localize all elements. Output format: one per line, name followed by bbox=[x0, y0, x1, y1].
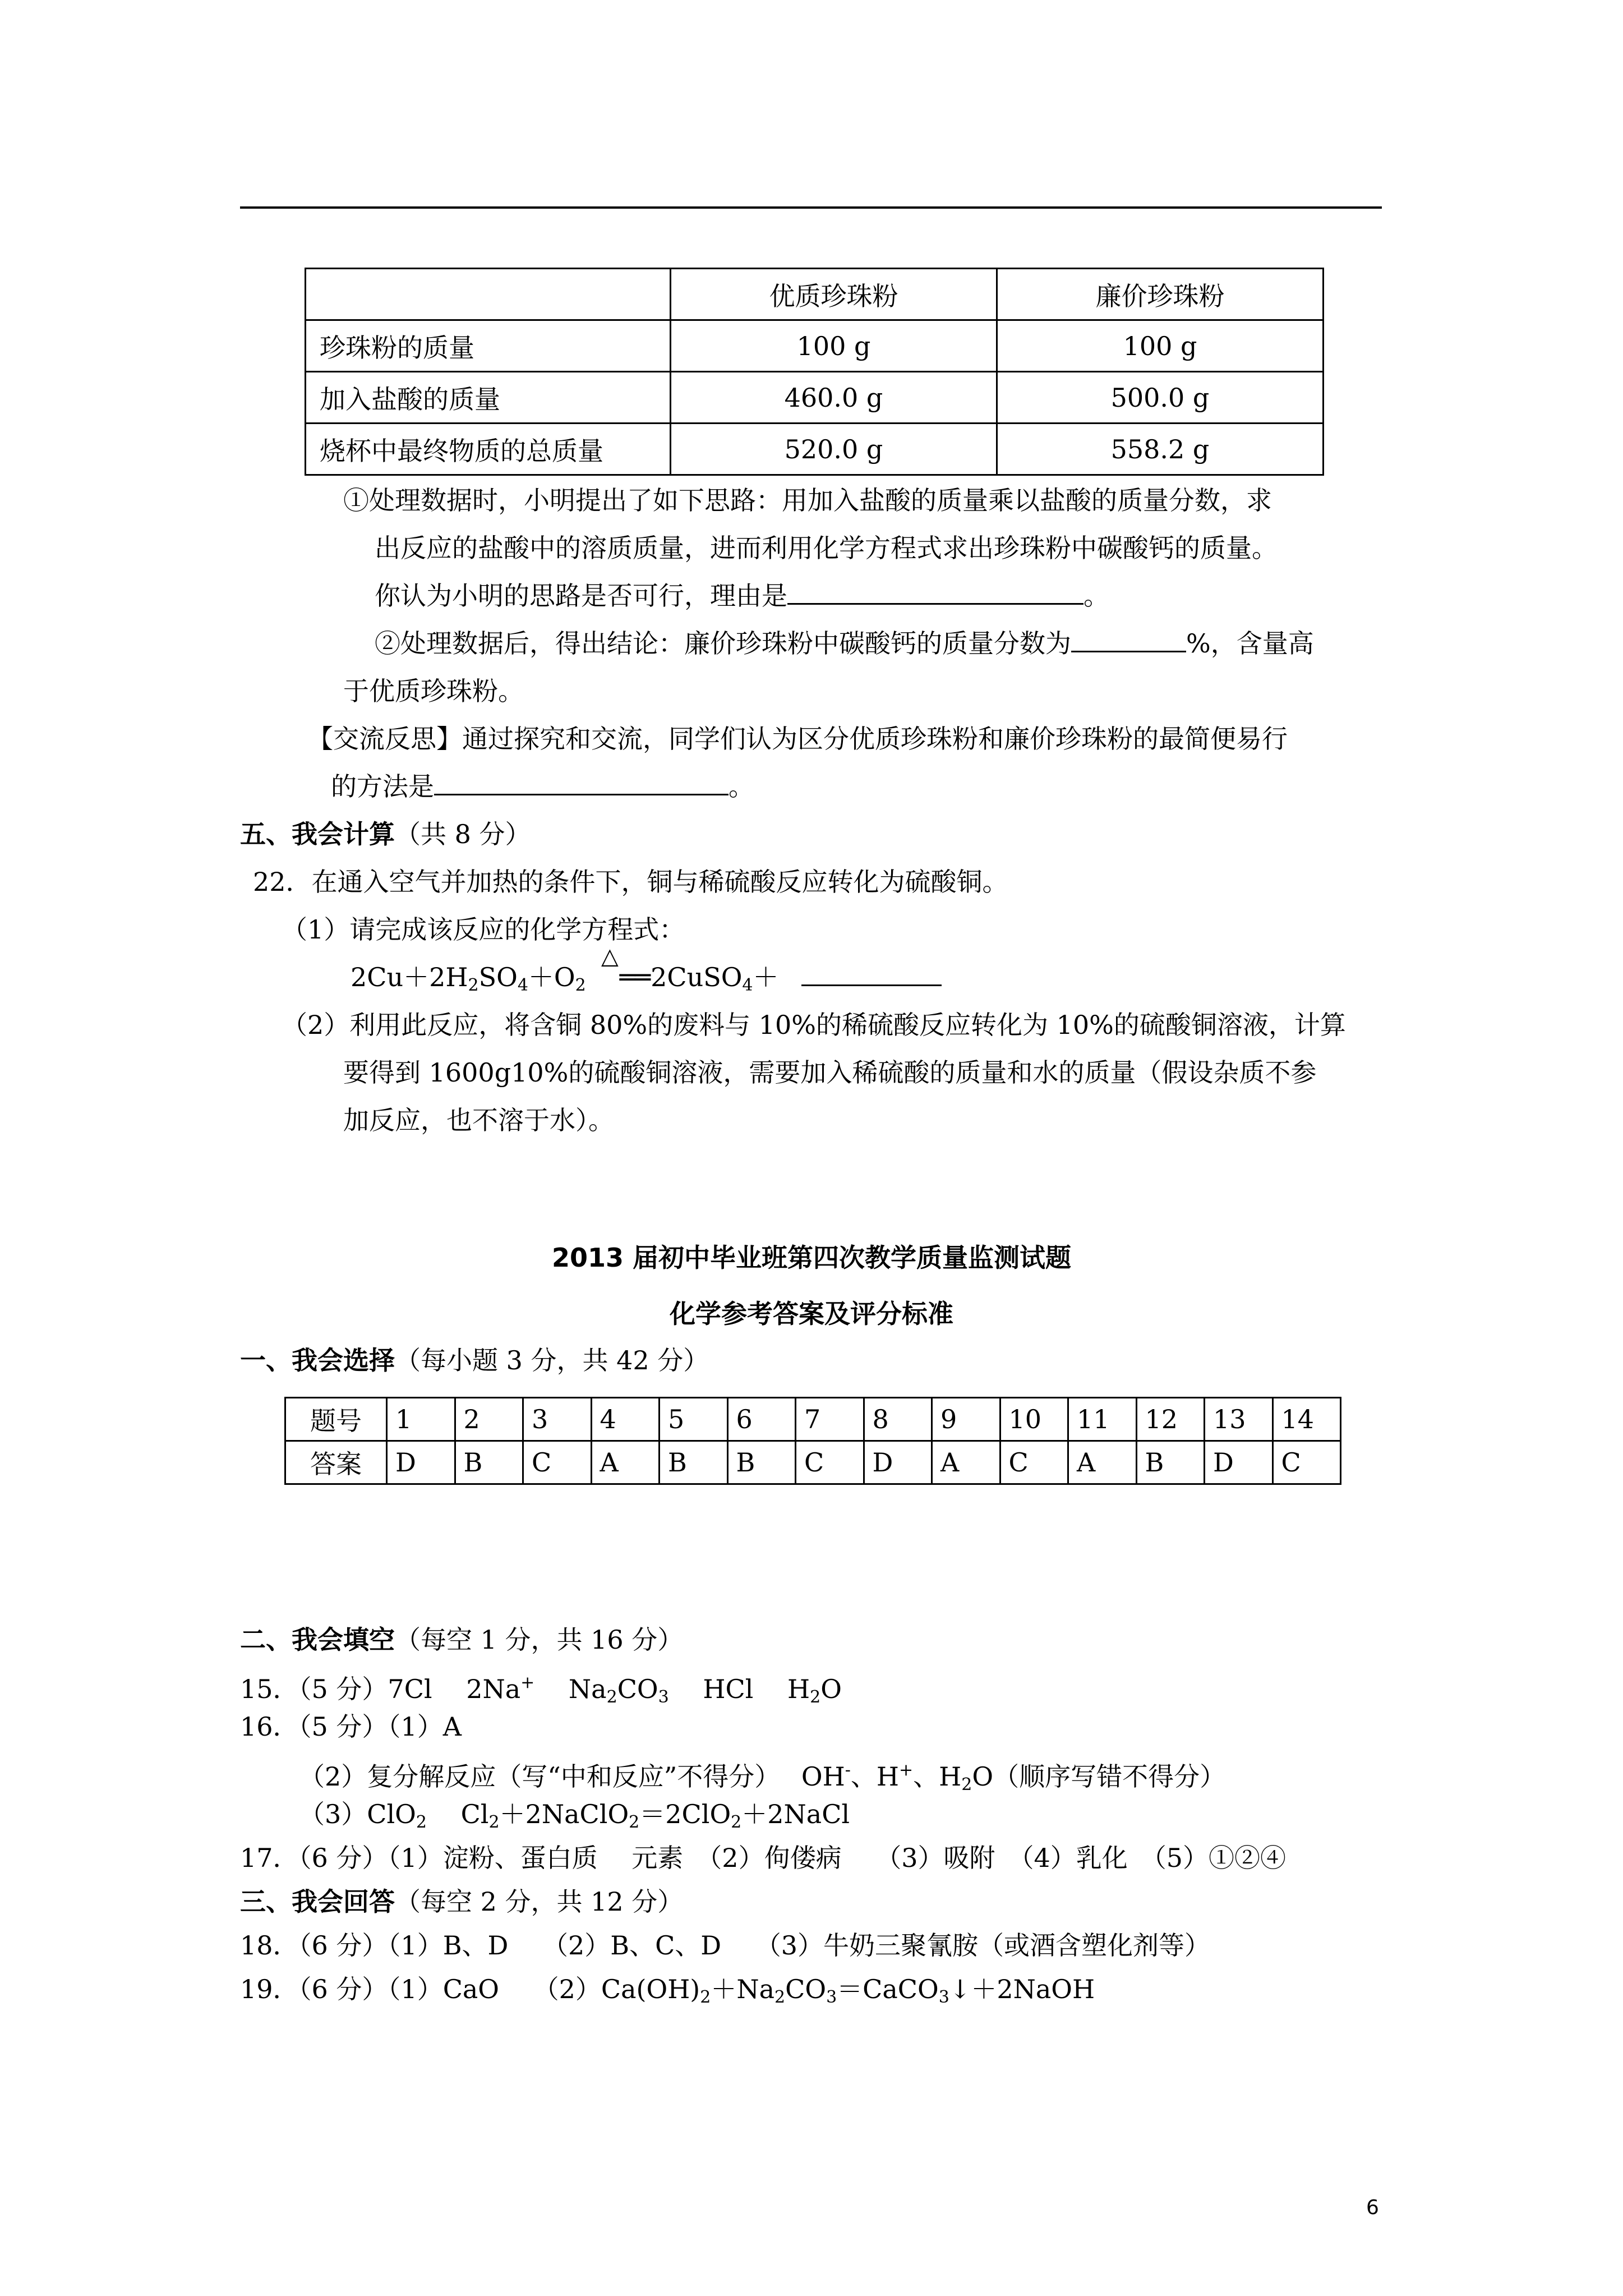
section2-heading bbox=[240, 1623, 683, 1657]
table-cell: A bbox=[591, 1441, 660, 1484]
q21-p1-line3 bbox=[375, 579, 1109, 613]
answer-blank bbox=[801, 962, 942, 986]
answer-text: O bbox=[820, 1674, 842, 1704]
q21-p1-line1: ①处理数据时，小明提出了如下思路：用加入盐酸的质量乘以盐酸的质量分数，求 bbox=[343, 485, 1272, 516]
answer-text: CO bbox=[617, 1674, 658, 1704]
table-cell: 12 bbox=[1136, 1398, 1205, 1441]
subscript: 2 bbox=[731, 1812, 742, 1832]
q21-p2-line1-end: %，含量高 bbox=[1186, 628, 1314, 659]
subscript: 2 bbox=[700, 1987, 711, 2007]
answer-text: ＋Na bbox=[711, 1974, 775, 2004]
section3-note: （每空 2 分，共 12 分） bbox=[395, 1887, 684, 1917]
question-number-row bbox=[285, 1398, 1341, 1441]
table-cell: 5 bbox=[660, 1398, 728, 1441]
section2-title: 二、我会填空 bbox=[240, 1625, 395, 1655]
reflection-line1: 【交流反思】通过探究和交流，同学们认为区分优质珍珠粉和廉价珍珠粉的最简便易行 bbox=[307, 724, 1288, 754]
answer-key-subtitle: 化学参考答案及评分标准 bbox=[670, 1299, 953, 1329]
answer-text: ＋2NaCl bbox=[741, 1799, 850, 1829]
table-cell: 100 g bbox=[997, 320, 1324, 372]
table-cell: B bbox=[727, 1441, 796, 1484]
table-cell: C bbox=[796, 1441, 864, 1484]
table-cell: 加入盐酸的质量 bbox=[306, 372, 671, 424]
table-cell: 1 bbox=[387, 1398, 455, 1441]
table-cell: A bbox=[1068, 1441, 1137, 1484]
table-cell: 烧杯中最终物质的总质量 bbox=[306, 424, 671, 475]
table-row bbox=[306, 372, 1324, 424]
answer-text: 、H bbox=[850, 1761, 900, 1792]
q19-answer bbox=[240, 1972, 1095, 2014]
q21-p1-line2: 出反应的盐酸中的溶质质量，进而利用化学方程式求出珍珠粉中碳酸钙的质量。 bbox=[375, 533, 1278, 563]
section3-heading bbox=[240, 1885, 683, 1918]
answer-text: （3）ClO bbox=[299, 1799, 416, 1829]
section5-title: 五、我会计算 bbox=[240, 819, 395, 849]
table-cell: 珍珠粉的质量 bbox=[306, 320, 671, 372]
subscript: 2 bbox=[774, 1987, 786, 2007]
subscript: 2 bbox=[629, 1812, 640, 1832]
subscript: 2 bbox=[606, 1687, 617, 1707]
table-cell: 8 bbox=[864, 1398, 932, 1441]
answer-blank bbox=[434, 771, 728, 795]
subscript: 2 bbox=[961, 1775, 972, 1795]
section5-note: （共 8 分） bbox=[395, 819, 531, 849]
table-cell: 3 bbox=[523, 1398, 592, 1441]
q21-p2-line2: 于优质珍珠粉。 bbox=[343, 676, 524, 706]
table-cell: D bbox=[1205, 1441, 1273, 1484]
superscript: - bbox=[845, 1760, 851, 1780]
table-cell: B bbox=[660, 1441, 728, 1484]
eq-text: ══2CuSO bbox=[619, 962, 743, 992]
q22-part1: （1）请完成该反应的化学方程式： bbox=[282, 914, 685, 945]
table-cell: 9 bbox=[932, 1398, 1000, 1441]
section1-note: （每小题 3 分，共 42 分） bbox=[395, 1345, 709, 1375]
section1-title: 一、我会选择 bbox=[240, 1345, 395, 1375]
page-number: 6 bbox=[1366, 2196, 1379, 2219]
table-row bbox=[306, 424, 1324, 475]
table-header-cell bbox=[306, 269, 671, 320]
table-header-cell: 优质珍珠粉 bbox=[671, 269, 997, 320]
answer-text: ＋2NaClO bbox=[499, 1799, 629, 1829]
table-cell: A bbox=[932, 1441, 1000, 1484]
q22-part2-line2: 要得到 1600g10%的硫酸铜溶液，需要加入稀硫酸的质量和水的质量（假设杂质不参 bbox=[343, 1057, 1317, 1088]
table-cell: 6 bbox=[727, 1398, 796, 1441]
answer-text: 、H bbox=[913, 1761, 962, 1792]
eq-text: ＋O bbox=[528, 962, 575, 992]
q17-answer: 17．（6 分）（1）淀粉、蛋白质 元素 （2）佝偻病 （3）吸附 （4）乳化 （5）①②④ bbox=[240, 1843, 1286, 1873]
table-cell: D bbox=[387, 1441, 455, 1484]
subscript: 3 bbox=[658, 1687, 669, 1707]
answer-text: ↓＋2NaOH bbox=[949, 1974, 1095, 2004]
section3-title: 三、我会回答 bbox=[240, 1887, 395, 1917]
q22-stem: 22．在通入空气并加热的条件下，铜与稀硫酸反应转化为硫酸铜。 bbox=[253, 867, 1008, 897]
table-cell: 500.0 g bbox=[997, 372, 1324, 424]
answer-blank bbox=[1071, 628, 1186, 652]
subscript: 3 bbox=[826, 1987, 837, 2007]
section5-heading bbox=[240, 817, 531, 851]
table-cell: 14 bbox=[1272, 1398, 1341, 1441]
eq-text: SO bbox=[478, 962, 518, 992]
answer-key-title: 2013 届初中毕业班第四次教学质量监测试题 bbox=[551, 1243, 1072, 1273]
row-label: 答案 bbox=[285, 1441, 387, 1484]
q18-answer: 18．（6 分）（1）B、D （2）B、C、D （3）牛奶三聚氰胺（或酒含塑化剂等） bbox=[240, 1930, 1211, 1961]
eq-subscript: 2 bbox=[468, 976, 479, 995]
multiple-choice-answer-table bbox=[284, 1397, 1341, 1485]
table-cell: 460.0 g bbox=[671, 372, 997, 424]
pearl-powder-table bbox=[305, 268, 1324, 476]
table-cell: C bbox=[1272, 1441, 1341, 1484]
table-cell: 13 bbox=[1205, 1398, 1273, 1441]
q16-line3 bbox=[299, 1797, 850, 1839]
q16-line2 bbox=[299, 1754, 1225, 1802]
table-cell: 2 bbox=[455, 1398, 523, 1441]
heat-delta-symbol: △ bbox=[601, 944, 619, 969]
table-cell: C bbox=[1000, 1441, 1068, 1484]
answer-text: （2）复分解反应（写“中和反应”不得分） OH bbox=[299, 1761, 845, 1792]
subscript: 2 bbox=[488, 1812, 500, 1832]
q21-p2-line1-text: ②处理数据后，得出结论：廉价珍珠粉中碳酸钙的质量分数为 bbox=[375, 628, 1071, 659]
table-row bbox=[306, 320, 1324, 372]
eq-text: ＋ bbox=[753, 962, 779, 992]
q16-line1: 16．（5 分）（1）A bbox=[240, 1711, 462, 1742]
answer-text: Na bbox=[534, 1674, 607, 1704]
section1-heading bbox=[240, 1343, 709, 1377]
table-cell: D bbox=[864, 1441, 932, 1484]
row-label: 题号 bbox=[285, 1398, 387, 1441]
answer-blank bbox=[787, 581, 1083, 605]
answer-text: O（顺序写错不得分） bbox=[972, 1761, 1226, 1792]
table-cell: 4 bbox=[591, 1398, 660, 1441]
answer-row bbox=[285, 1441, 1341, 1484]
eq-subscript: 4 bbox=[742, 976, 753, 995]
table-header-row bbox=[306, 269, 1324, 320]
q21-p1-line3-text: 你认为小明的思路是否可行，理由是 bbox=[375, 581, 787, 611]
eq-subscript: 2 bbox=[575, 976, 586, 995]
q21-p2-line1 bbox=[375, 627, 1314, 660]
header-rule bbox=[240, 206, 1382, 209]
answer-text: 19．（6 分）（1）CaO （2）Ca(OH) bbox=[240, 1974, 700, 2004]
subscript: 2 bbox=[416, 1812, 427, 1832]
section2-note: （每空 1 分，共 16 分） bbox=[395, 1625, 684, 1655]
table-cell: 11 bbox=[1068, 1398, 1137, 1441]
eq-text: 2Cu＋2H bbox=[351, 962, 468, 992]
subscript: 3 bbox=[938, 1987, 949, 2007]
subscript: 2 bbox=[810, 1687, 821, 1707]
q15-answer bbox=[240, 1666, 842, 1714]
reflection-line2-end: 。 bbox=[728, 771, 754, 802]
table-cell: 520.0 g bbox=[671, 424, 997, 475]
q22-part2-line1: （2）利用此反应，将含铜 80%的废料与 10%的稀硫酸反应转化为 10%的硫酸铜溶液，计算 bbox=[282, 1010, 1346, 1040]
table-cell: 558.2 g bbox=[997, 424, 1324, 475]
superscript: + bbox=[520, 1673, 535, 1692]
reflection-line2 bbox=[331, 770, 754, 803]
table-cell: B bbox=[455, 1441, 523, 1484]
table-header-cell: 廉价珍珠粉 bbox=[997, 269, 1324, 320]
answer-text: Cl bbox=[426, 1799, 489, 1829]
q22-equation bbox=[351, 960, 942, 1002]
answer-text: CO bbox=[785, 1974, 827, 2004]
table-cell: 7 bbox=[796, 1398, 864, 1441]
q21-p1-line3-end: 。 bbox=[1083, 581, 1109, 611]
answer-text: ＝2ClO bbox=[639, 1799, 731, 1829]
table-cell: C bbox=[523, 1441, 592, 1484]
table-cell: 100 g bbox=[671, 320, 997, 372]
answer-text: ＝CaCO bbox=[837, 1974, 939, 2004]
q22-part2-line3: 加反应，也不溶于水）。 bbox=[343, 1105, 614, 1135]
answer-text: 15．（5 分）7Cl 2Na bbox=[240, 1674, 521, 1704]
table-cell: 10 bbox=[1000, 1398, 1068, 1441]
answer-text: HCl H bbox=[668, 1674, 810, 1704]
superscript: + bbox=[899, 1760, 914, 1780]
eq-subscript: 4 bbox=[517, 976, 528, 995]
table-cell: B bbox=[1136, 1441, 1205, 1484]
reflection-line2-text: 的方法是 bbox=[331, 771, 434, 802]
